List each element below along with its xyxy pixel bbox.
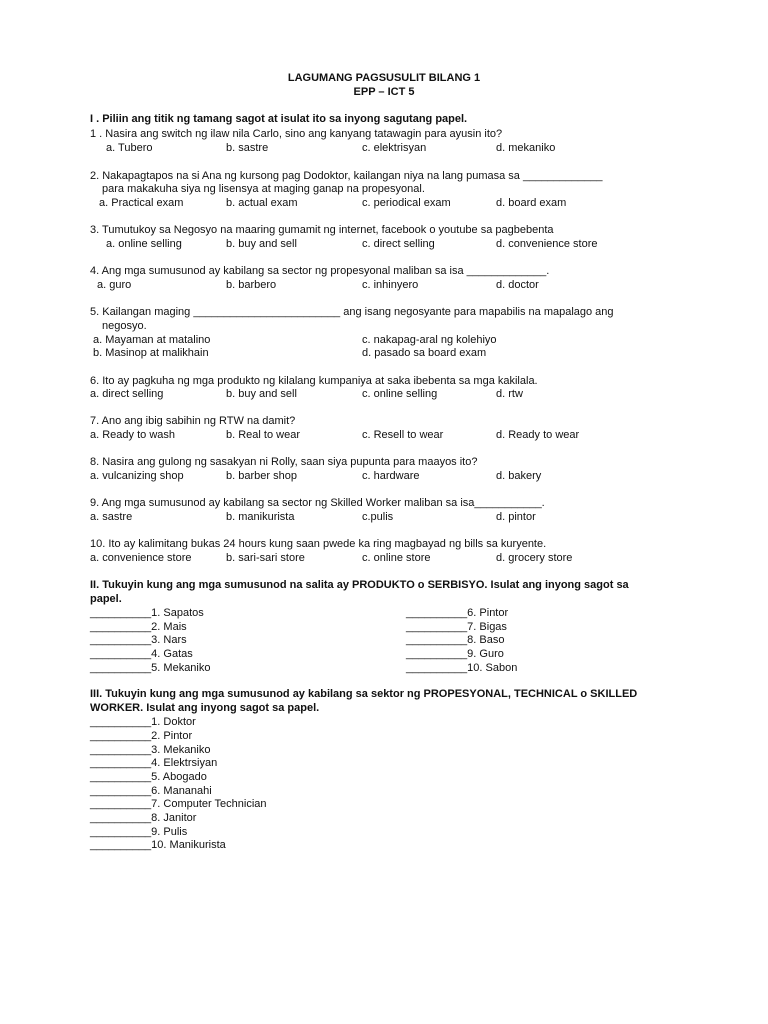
sektor-item: __________6. Mananahi bbox=[90, 785, 212, 797]
answer-choice: c. direct selling bbox=[362, 238, 435, 250]
answer-choice: a. online selling bbox=[106, 238, 182, 250]
answer-choice: b. sastre bbox=[226, 142, 269, 154]
section3-heading-line2: WORKER. Isulat ang inyong sagot sa papel. bbox=[90, 702, 320, 714]
answer-choice: c.pulis bbox=[362, 511, 394, 523]
answer-choice: a. direct selling bbox=[90, 388, 164, 400]
sektor-item: __________3. Mekaniko bbox=[90, 744, 211, 756]
sektor-item: __________4. Elektrsiyan bbox=[90, 757, 218, 769]
answer-choice: b. sari-sari store bbox=[226, 552, 305, 564]
answer-choice: c. Resell to wear bbox=[362, 429, 444, 441]
question-text: para makakuha siya ng lisensya at maging ganap na propesyonal. bbox=[102, 183, 425, 195]
sektor-item: __________5. Abogado bbox=[90, 771, 207, 783]
answer-choice: c. periodical exam bbox=[362, 197, 451, 209]
question-text: 6. Ito ay pagkuha ng mga produkto ng kilalang kumpaniya at saka ibebenta sa mga kakilala. bbox=[90, 375, 538, 387]
produkto-serbisyo-item: __________4. Gatas bbox=[90, 648, 193, 660]
answer-choice: a. Ready to wash bbox=[90, 429, 175, 441]
question-text: 8. Nasira ang gulong ng sasakyan ni Rolly, saan siya pupunta para maayos ito? bbox=[90, 456, 478, 468]
sektor-item: __________9. Pulis bbox=[90, 826, 188, 838]
sektor-item: __________2. Pintor bbox=[90, 730, 193, 742]
answer-choice: b. actual exam bbox=[226, 197, 298, 209]
answer-choice: a. Mayaman at matalino bbox=[93, 334, 211, 346]
question-text: negosyo. bbox=[102, 320, 147, 332]
answer-choice: b. barber shop bbox=[226, 470, 297, 482]
produkto-serbisyo-item: __________1. Sapatos bbox=[90, 607, 204, 619]
answer-choice: a. guro bbox=[97, 279, 132, 291]
question-text: 3. Tumutukoy sa Negosyo na maaring gumamit ng internet, facebook o youtube sa pagbebenta bbox=[90, 224, 554, 236]
answer-choice: b. Masinop at malikhain bbox=[93, 347, 209, 359]
question-text: 9. Ang mga sumusunod ay kabilang sa sector ng Skilled Worker maliban sa isa___________. bbox=[90, 497, 545, 509]
answer-choice: d. mekaniko bbox=[496, 142, 556, 154]
answer-choice: d. pasado sa board exam bbox=[362, 347, 487, 359]
answer-choice: a. vulcanizing shop bbox=[90, 470, 184, 482]
question-text: 10. Ito ay kalimitang bukas 24 hours kung saan pwede ka ring magbayad ng bills sa kuryente. bbox=[90, 538, 547, 550]
answer-choice: d. rtw bbox=[496, 388, 523, 400]
answer-choice: d. convenience store bbox=[496, 238, 598, 250]
answer-choice: b. buy and sell bbox=[226, 388, 297, 400]
answer-choice: c. inhinyero bbox=[362, 279, 419, 291]
question-text: 7. Ano ang ibig sabihin ng RTW na damit? bbox=[90, 415, 296, 427]
answer-choice: d. bakery bbox=[496, 470, 542, 482]
produkto-serbisyo-item: __________3. Nars bbox=[90, 634, 187, 646]
question-text: 4. Ang mga sumusunod ay kabilang sa sector ng propesyonal maliban sa isa _____________. bbox=[90, 265, 550, 277]
answer-choice: a. convenience store bbox=[90, 552, 192, 564]
question-text: 5. Kailangan maging ________________________ ang isang negosyante para mapabilis na mapalago ang bbox=[90, 306, 614, 318]
answer-choice: b. buy and sell bbox=[226, 238, 297, 250]
answer-choice: c. online store bbox=[362, 552, 431, 564]
produkto-serbisyo-item: __________6. Pintor bbox=[406, 607, 509, 619]
sektor-item: __________7. Computer Technician bbox=[90, 798, 267, 810]
answer-choice: b. manikurista bbox=[226, 511, 295, 523]
answer-choice: a. Practical exam bbox=[99, 197, 184, 209]
question-text: 2. Nakapagtapos na si Ana ng kursong pag Dodoktor, kailangan niya na lang pumasa sa _____________ bbox=[90, 170, 603, 182]
produkto-serbisyo-item: __________9. Guro bbox=[406, 648, 504, 660]
answer-choice: b. Real to wear bbox=[226, 429, 300, 441]
document-title: LAGUMANG PAGSUSULIT BILANG 1 bbox=[287, 72, 481, 84]
answer-choice: a. Tubero bbox=[106, 142, 153, 154]
section2-heading-line2: papel. bbox=[90, 593, 122, 605]
sektor-item: __________10. Manikurista bbox=[90, 839, 226, 851]
produkto-serbisyo-item: __________8. Baso bbox=[406, 634, 505, 646]
sektor-item: __________8. Janitor bbox=[90, 812, 197, 824]
produkto-serbisyo-item: __________5. Mekaniko bbox=[90, 662, 211, 674]
answer-choice: d. pintor bbox=[496, 511, 536, 523]
section3-heading-line1: III. Tukuyin kung ang mga sumusunod ay kabilang sa sektor ng PROPESYONAL, TECHNICAL o SKILLED bbox=[90, 688, 638, 700]
answer-choice: b. barbero bbox=[226, 279, 277, 291]
answer-choice: d. grocery store bbox=[496, 552, 573, 564]
answer-choice: c. hardware bbox=[362, 470, 420, 482]
sektor-item: __________1. Doktor bbox=[90, 716, 196, 728]
document-subtitle: EPP – ICT 5 bbox=[353, 86, 415, 98]
answer-choice: c. elektrisyan bbox=[362, 142, 427, 154]
section2-heading-line1: II. Tukuyin kung ang mga sumusunod na salita ay PRODUKTO o SERBISYO. Isulat ang inyong sagot sa bbox=[90, 579, 629, 591]
produkto-serbisyo-item: __________10. Sabon bbox=[406, 662, 518, 674]
question-text: 1 . Nasira ang switch ng ilaw nila Carlo, sino ang kanyang tatawagin para ayusin ito? bbox=[90, 128, 503, 140]
produkto-serbisyo-item: __________2. Mais bbox=[90, 621, 187, 633]
answer-choice: c. online selling bbox=[362, 388, 438, 400]
answer-choice: d. doctor bbox=[496, 279, 539, 291]
answer-choice: a. sastre bbox=[90, 511, 133, 523]
answer-choice: d. board exam bbox=[496, 197, 567, 209]
produkto-serbisyo-item: __________7. Bigas bbox=[406, 621, 507, 633]
section1-heading: I . Piliin ang titik ng tamang sagot at isulat ito sa inyong sagutang papel. bbox=[90, 113, 468, 125]
answer-choice: c. nakapag-aral ng kolehiyo bbox=[362, 334, 497, 346]
answer-choice: d. Ready to wear bbox=[496, 429, 580, 441]
